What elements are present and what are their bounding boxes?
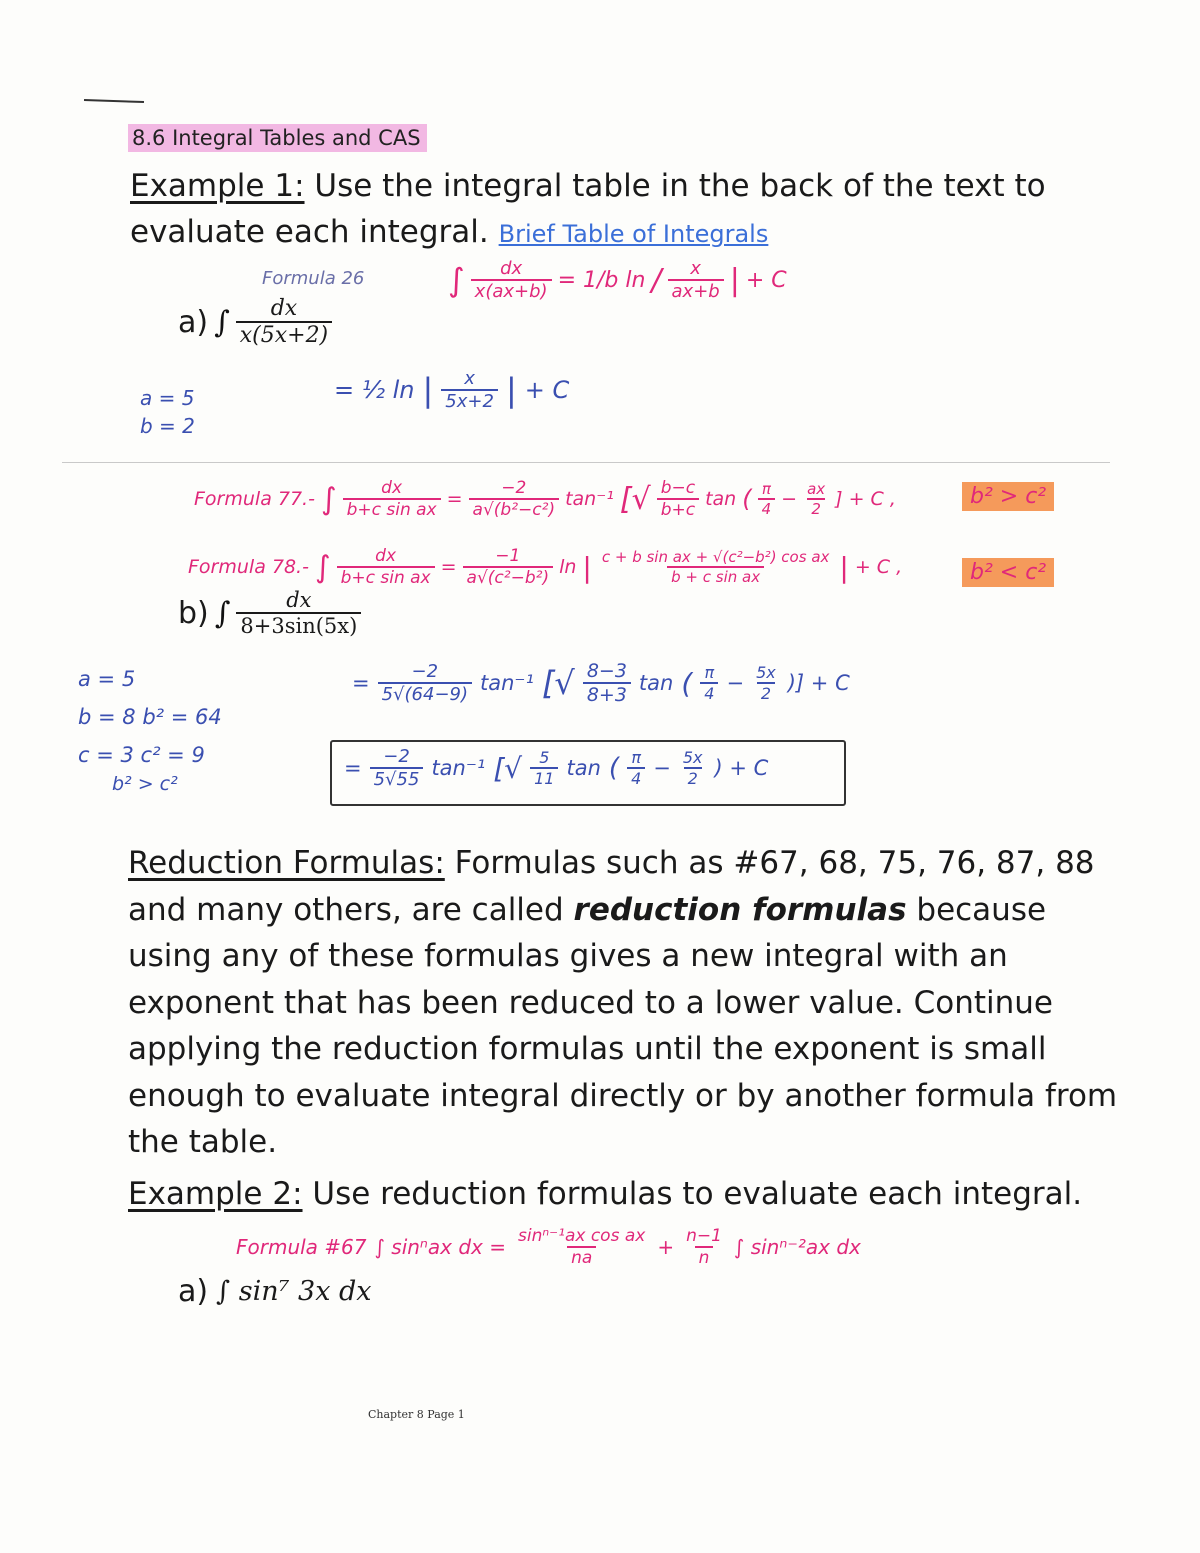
pen-mark xyxy=(84,99,144,103)
equals-sign: = xyxy=(344,756,362,780)
example1-text: Use the integral table in the back of the text to evaluate each integral. xyxy=(130,168,1046,250)
fraction-denominator: 5√(64−9) xyxy=(378,682,472,705)
fraction-denominator: a√(b²−c²) xyxy=(469,498,560,520)
example2-text: Use reduction formulas to evaluate each integral. xyxy=(312,1176,1083,1212)
page-footer: Chapter 8 Page 1 xyxy=(368,1408,465,1421)
formula78 xyxy=(188,546,902,588)
final-tail: ) + C xyxy=(714,756,769,780)
final-tan: tan xyxy=(566,756,601,780)
param-b: b = 8 b² = 64 xyxy=(78,705,222,729)
fraction-numerator: π xyxy=(631,748,641,767)
fraction-denominator: b+c xyxy=(657,498,699,520)
fraction-numerator: −2 xyxy=(501,478,527,498)
fraction-denominator: 8+3sin(5x) xyxy=(236,612,361,638)
step1-coefficient xyxy=(378,661,472,705)
step1-tan: tan xyxy=(638,671,674,695)
formula78-tail: + C , xyxy=(854,556,903,578)
formula77-root xyxy=(657,478,699,520)
equals-sign: = xyxy=(446,488,463,510)
param-a: a = 5 xyxy=(78,667,136,691)
fraction-numerator: 5 xyxy=(539,748,550,767)
formula78-ln: ln xyxy=(559,556,577,578)
fraction-numerator: dx xyxy=(381,478,403,498)
fraction-numerator: dx xyxy=(270,296,298,321)
example2-label: Example 2: xyxy=(128,1176,303,1212)
fraction-numerator: b−c xyxy=(660,478,696,498)
fraction-denominator: 8+3 xyxy=(583,682,631,706)
formula77-integrand xyxy=(343,478,441,520)
example1-block xyxy=(130,163,1090,257)
step1-angle-b xyxy=(752,663,780,703)
formula78-condition: b² < c² xyxy=(962,558,1054,587)
param-b: b = 2 xyxy=(140,414,195,438)
formula26-integrand xyxy=(471,258,552,302)
formula26-tail: + C xyxy=(745,267,787,293)
answer-1b-final xyxy=(344,746,768,790)
formula77-condition: b² > c² xyxy=(962,482,1054,511)
formula77-angle-b xyxy=(803,480,829,518)
formula67-rhs: ∫ sinⁿ⁻²ax dx xyxy=(733,1235,861,1259)
param-comparison: b² > c² xyxy=(112,773,178,795)
fraction-denominator: 2 xyxy=(684,767,702,788)
abs-bar: | xyxy=(729,262,740,298)
answer-1a-lead: = ½ ln xyxy=(334,376,415,404)
answer-1b-step1 xyxy=(352,660,850,706)
fraction-numerator: 5x xyxy=(682,748,703,767)
abs-bar: | xyxy=(505,371,517,409)
fraction-denominator: 2 xyxy=(807,498,825,518)
formula78-log-arg xyxy=(598,548,834,586)
formula78-condition-badge xyxy=(962,560,1054,585)
step1-root xyxy=(583,660,631,706)
fraction-denominator: 11 xyxy=(530,767,558,788)
minus-sign: − xyxy=(726,671,745,695)
bracket-open: [√ xyxy=(493,751,523,785)
fraction-denominator: 2 xyxy=(757,682,775,703)
reduction-paragraph xyxy=(128,840,1118,1166)
param-c: c = 3 c² = 9 xyxy=(78,743,205,767)
formula77-label: Formula 77.- xyxy=(194,488,315,510)
param-a: a = 5 xyxy=(140,386,195,410)
reduction-label: Reduction Formulas: xyxy=(128,845,445,881)
part-a-label: a) xyxy=(178,304,209,340)
final-arctan: tan⁻¹ xyxy=(431,756,486,780)
fraction-denominator: a√(c²−b²) xyxy=(463,566,554,588)
bracket-open: [√ xyxy=(619,481,651,517)
fraction-numerator: x xyxy=(464,368,475,389)
fraction-denominator: 4 xyxy=(700,682,718,703)
integral-2a-expr: ∫ sin⁷ 3x dx xyxy=(216,1276,372,1307)
integral-sign: ∫ xyxy=(448,261,465,299)
reduction-emphasis: reduction formulas xyxy=(573,891,907,928)
bracket-open: [√ xyxy=(541,664,575,702)
formula77-tan: tan xyxy=(705,488,737,510)
formula26-eq: = 1/b ln xyxy=(557,267,646,293)
fraction-denominator: x(ax+b) xyxy=(471,279,552,302)
formula67-lhs: ∫ sinⁿax dx = xyxy=(374,1235,507,1259)
answer-1a-fraction xyxy=(441,368,498,412)
equals-sign: = xyxy=(440,556,457,578)
fraction-numerator: c + b sin ax + √(c²−b²) cos ax xyxy=(601,548,830,566)
answer-1a xyxy=(334,368,569,412)
equals-sign: = xyxy=(352,671,370,695)
fraction-denominator: 5x+2 xyxy=(441,389,498,412)
final-angle-a xyxy=(627,748,645,788)
part-2a-label: a) xyxy=(178,1274,209,1309)
integral-sign: ∫ xyxy=(214,304,230,340)
integral-sign: ∫ xyxy=(214,595,231,631)
formula67-fraction-1 xyxy=(514,1226,649,1268)
paren-open: ( xyxy=(608,753,620,783)
formula78-label: Formula 78.- xyxy=(188,556,309,578)
formula78-coefficient xyxy=(463,546,554,588)
formula26 xyxy=(448,258,787,302)
abs-bar: | xyxy=(839,550,849,584)
minus-sign: − xyxy=(653,756,671,780)
step1-arctan: tan⁻¹ xyxy=(480,671,534,695)
params-1a xyxy=(140,384,195,440)
abs-bar: / xyxy=(651,262,662,298)
step1-angle-a xyxy=(700,663,718,703)
fraction-numerator: −1 xyxy=(495,546,521,566)
fraction-numerator: 5x xyxy=(756,663,776,682)
fraction-denominator: n xyxy=(695,1246,714,1268)
fraction-denominator: b+c sin ax xyxy=(343,498,441,520)
integral-1b xyxy=(178,588,361,638)
fraction-numerator: π xyxy=(761,480,771,498)
final-root xyxy=(530,748,558,788)
formula67 xyxy=(236,1226,861,1268)
fraction-numerator: x xyxy=(690,258,701,279)
formula78-integrand xyxy=(337,546,435,588)
final-coefficient xyxy=(370,746,424,790)
answer-1a-tail: + C xyxy=(524,376,570,404)
fraction-numerator: dx xyxy=(286,588,312,612)
reduction-text-2: because using any of these formulas gives a new integral with an exponent that has been reduced to a lower value. Continue applying the reduction formulas until the exponent is small enough to evaluate integral directly or by another formula from the table. xyxy=(128,891,1118,1160)
integral-sign: ∫ xyxy=(314,549,331,585)
plus-sign: + xyxy=(657,1235,675,1259)
fraction-denominator: x(5x+2) xyxy=(236,321,332,348)
integral-2a xyxy=(178,1274,372,1309)
final-angle-b xyxy=(679,748,707,788)
formula26-label: Formula 26 xyxy=(262,268,365,289)
formula77-angle-a xyxy=(758,480,776,518)
fraction-denominator: 4 xyxy=(758,498,776,518)
fraction-numerator: dx xyxy=(375,546,397,566)
fraction-denominator: 4 xyxy=(627,767,645,788)
section-heading: 8.6 Integral Tables and CAS xyxy=(128,124,427,152)
fraction-denominator: b+c sin ax xyxy=(337,566,435,588)
fraction-numerator: dx xyxy=(500,258,523,279)
example2-block xyxy=(128,1176,1108,1212)
brief-table-link[interactable]: Brief Table of Integrals xyxy=(498,220,769,248)
fraction-numerator: n−1 xyxy=(686,1226,722,1246)
formula77 xyxy=(194,478,896,520)
paren-open: ( xyxy=(742,485,752,513)
formula77-arctan: tan⁻¹ xyxy=(565,488,614,510)
abs-bar: | xyxy=(582,550,592,584)
formula77-coefficient xyxy=(469,478,560,520)
formula77-condition-badge xyxy=(962,484,1054,509)
fraction-numerator: π xyxy=(704,663,715,682)
integral-1b-fraction xyxy=(236,588,361,638)
integral-sign: ∫ xyxy=(320,481,337,517)
abs-bar: | xyxy=(422,371,434,409)
integral-1a-fraction xyxy=(236,296,332,348)
reduction-text-1: Formulas such as #67, 68, 75, 76, 87, 88 and many others, are called xyxy=(128,845,1095,928)
fraction-numerator: sinⁿ⁻¹ax cos ax xyxy=(518,1226,646,1246)
fraction-denominator: ax+b xyxy=(668,279,724,302)
fraction-denominator: 5√55 xyxy=(370,767,424,790)
formula26-abs-arg xyxy=(668,258,724,302)
formula77-tail: ] + C , xyxy=(835,488,896,510)
fraction-numerator: −2 xyxy=(411,661,439,682)
fraction-denominator: b + c sin ax xyxy=(667,566,764,586)
integral-1a xyxy=(178,296,332,348)
fraction-numerator: 8−3 xyxy=(586,660,627,682)
formula67-fraction-2 xyxy=(682,1226,726,1268)
section-divider xyxy=(62,462,1110,463)
params-1b xyxy=(78,660,222,794)
fraction-numerator: ax xyxy=(807,480,826,498)
example1-label: Example 1: xyxy=(130,168,305,204)
formula67-label: Formula #67 xyxy=(236,1235,367,1259)
minus-sign: − xyxy=(781,488,798,510)
step1-tail: )] + C xyxy=(787,671,850,695)
fraction-numerator: −2 xyxy=(383,746,410,767)
paren-open: ( xyxy=(681,666,693,700)
fraction-denominator: na xyxy=(567,1246,596,1268)
part-b-label: b) xyxy=(178,595,209,631)
